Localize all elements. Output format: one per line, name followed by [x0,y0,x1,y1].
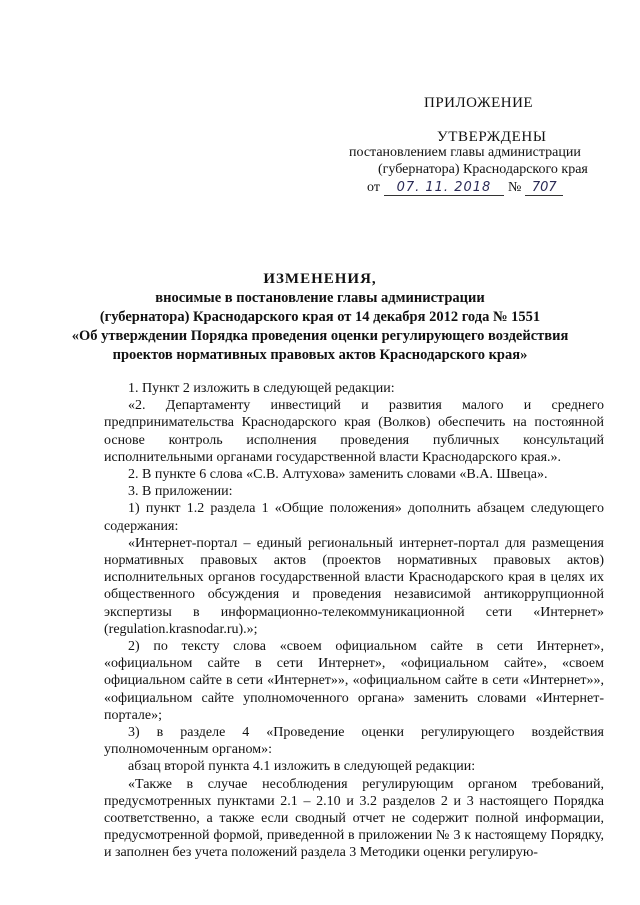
approved-label: УТВЕРЖДЕНЫ [437,129,547,145]
appendix-label: ПРИЛОЖЕНИЕ [424,95,534,111]
document-body [104,380,604,862]
date-prefix: от [367,180,380,195]
body-paragraph: «Интернет-портал – единый региональный интернет-портал для размещения нормативных правовых актов (проектов нормативных правовых актов) исполнительных органов государственной власти Краснодарского края в целях их общественного обсуждения и проведения независимой антикоррупционной экспертизы в информационно-телекоммуникационной сети «Интернет» (regulation.krasnodar.ru).»; [104,535,604,637]
approval-line-1: постановлением главы администрации [349,145,581,160]
body-paragraph: абзац второй пункта 4.1 изложить в следующей редакции: [128,759,476,775]
body-paragraph: 1) пункт 1.2 раздела 1 «Общие положения» дополнить абзацем следующего содержания: [104,501,604,534]
title-line: (губернатора) Краснодарского края от 14 декабря 2012 года № 1551 [99,309,541,325]
body-paragraph: 1. Пункт 2 изложить в следующей редакции: [128,381,395,396]
body-paragraph: 2. В пункте 6 слова «С.В. Алтухова» заменить словами «В.А. Швеца». [128,467,548,483]
title-line: вносимые в постановление главы администрации [155,290,485,306]
approval-date-line [367,180,563,196]
title-line: «Об утверждении Порядка проведения оценки регулирующего воздействия [71,328,569,344]
title-line: проектов нормативных правовых актов Краснодарского края» [112,347,528,363]
title-main: ИЗМЕНЕНИЯ, [263,271,377,287]
body-paragraph: «2. Департаменту инвестиций и развития малого и среднего предпринимательства Краснодарского края (Волков) обеспечить на постоянной основе контроль исполнения проведения публичных консультаций исполнительными органами государственной власти Краснодарского края.». [104,398,604,465]
number-field: 707 [525,181,563,196]
body-paragraph: «Также в случае несоблюдения регулирующим органом требований, предусмотренных пунктами 2.1 – 2.10 и 3.2 разделов 2 и 3 настоящего Порядка соответственно, а также если сводный отчет не содержит полной информации, предусмотренной формой, приведенной в приложении № 3 к настоящему Порядку, и заполнен без учета положений раздела 3 Методики оценки регулирую- [104,776,604,861]
approval-line-2: (губернатора) Краснодарского края [378,162,588,177]
body-paragraph: 3. В приложении: [128,484,233,500]
number-prefix: № [507,180,522,195]
body-paragraph: 3) в разделе 4 «Проведение оценки регулирующего воздействия уполномоченным органом»: [104,725,604,758]
document-title [0,270,640,364]
date-field: 07. 11. 2018 [384,181,504,196]
body-paragraph: 2) по тексту слова «своем официальном сайте в сети Интернет», «официальном сайте в сети Интернет», «официальном сайте», «своем официальном сайте в сети «Интернет»», «официальном сайте в сети «Интернет»», «официальном сайте уполномоченного органа» заменить словами «Интернет-портале»; [104,639,604,723]
